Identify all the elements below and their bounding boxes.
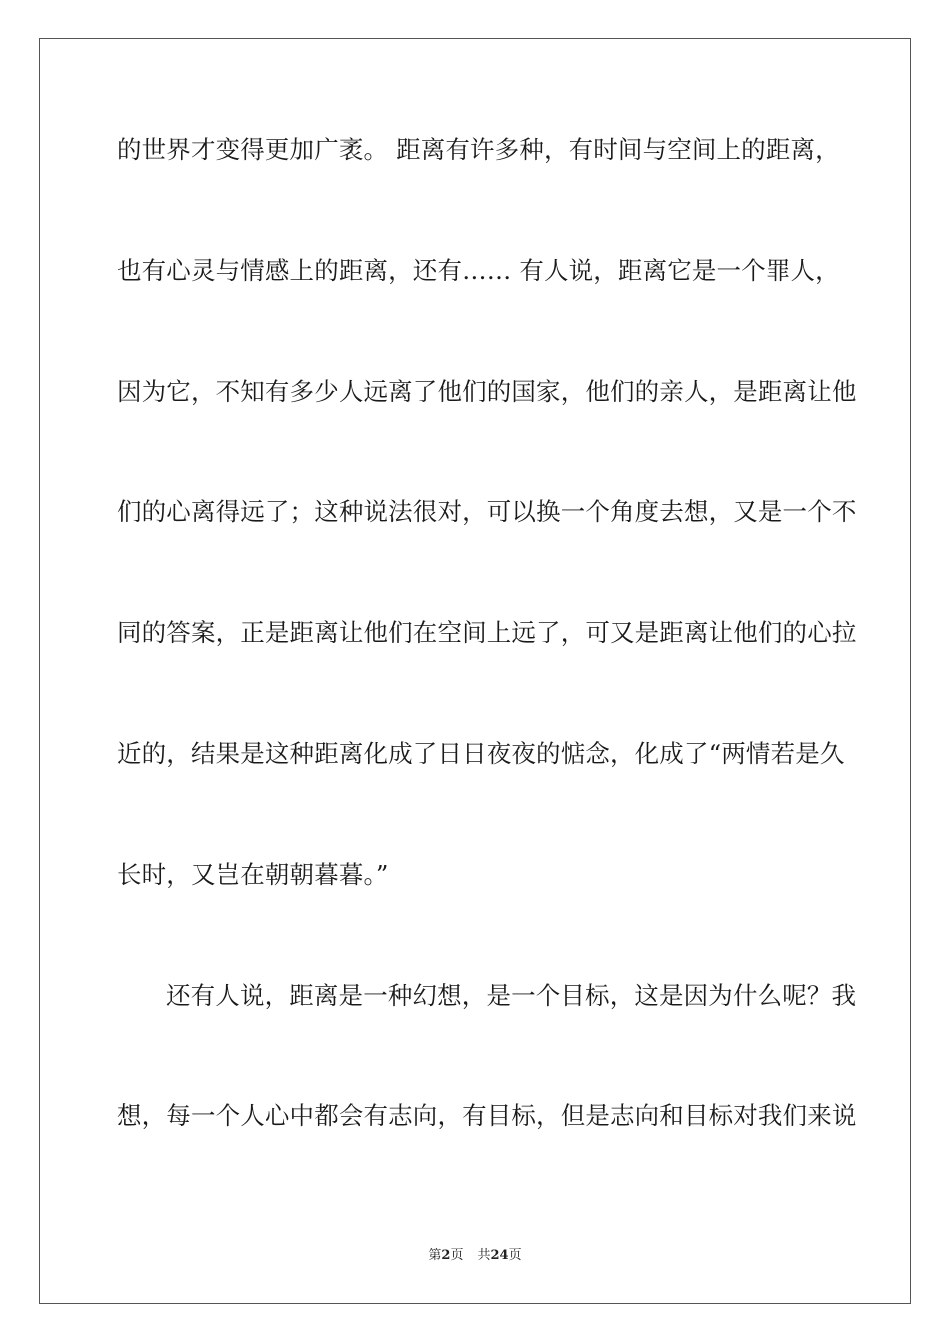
- text-line-2: 也有心灵与情感上的距离，还有…… 有人说，距离它是一个罪人，: [117, 255, 840, 285]
- text-line-8: 还有人说，距离是一种幻想，是一个目标，这是因为什么呢？我: [166, 980, 857, 1010]
- page-footer: [0, 1247, 950, 1265]
- text-line-6: 近的，结果是这种距离化成了日日夜夜的惦念，化成了“两情若是久: [117, 738, 845, 768]
- total-suffix: 页: [508, 1248, 522, 1263]
- text-line-1: 的世界才变得更加广袤。 距离有许多种，有时间与空间上的距离，: [117, 135, 840, 164]
- page-suffix: 页: [450, 1248, 464, 1263]
- text-line-4: 们的心离得远了；这种说法很对，可以换一个角度去想，又是一个不: [117, 497, 857, 527]
- page-number: 2: [441, 1248, 451, 1263]
- total-pages: 24: [490, 1248, 509, 1263]
- text-line-7: 长时，又岂在朝朝暮暮。”: [117, 859, 389, 889]
- document-body: [117, 118, 857, 1205]
- text-line-9: 想，每一个人心中都会有志向，有目标，但是志向和目标对我们来说: [117, 1101, 857, 1131]
- text-line-3: 因为它，不知有多少人远离了他们的国家，他们的亲人，是距离让他: [117, 376, 857, 406]
- total-prefix: 共: [477, 1248, 491, 1263]
- text-line-5: 同的答案，正是距离让他们在空间上远了，可又是距离让他们的心拉: [117, 618, 857, 648]
- page-prefix: 第: [428, 1248, 442, 1263]
